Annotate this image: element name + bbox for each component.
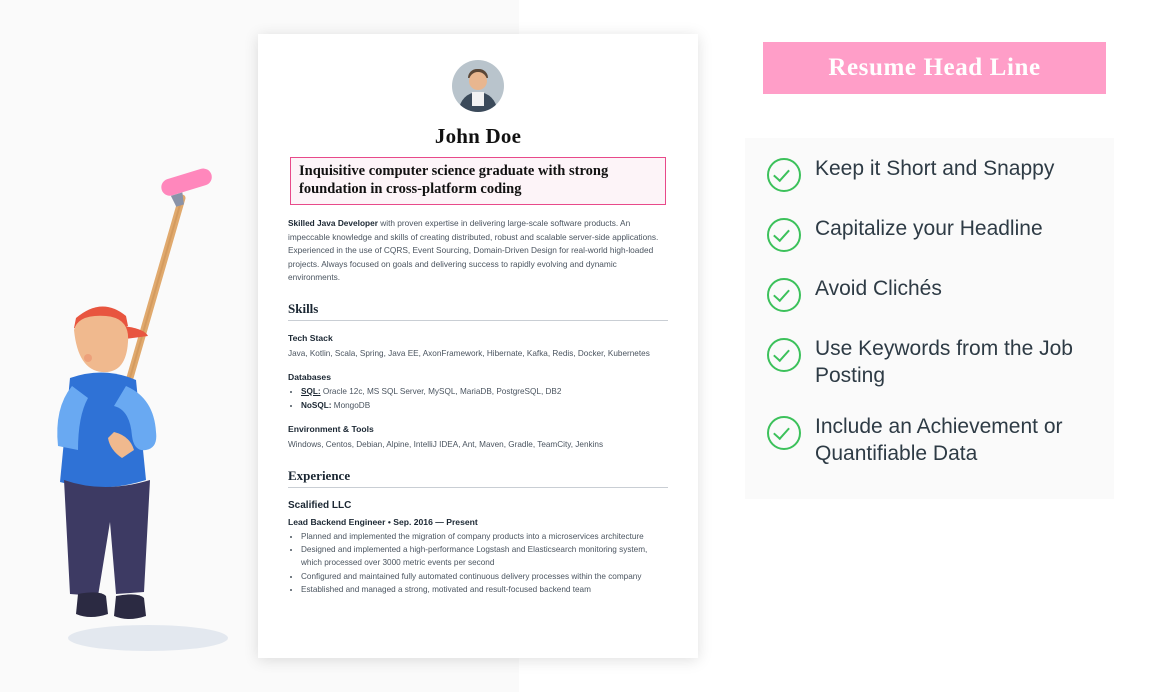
- tech-stack-value: Java, Kotlin, Scala, Spring, Java EE, AxonFramework, Hibernate, Kafka, Redis, Docker, Kubernetes: [288, 348, 650, 358]
- experience-role: Lead Backend Engineer • Sep. 2016 — Present: [288, 516, 478, 527]
- tip-item: [745, 276, 1114, 312]
- check-circle-icon: [767, 416, 801, 450]
- check-circle-icon: [767, 338, 801, 372]
- database-nosql-label: NoSQL:: [301, 400, 332, 410]
- tips-panel: [745, 138, 1114, 499]
- database-nosql-value: MongoDB: [331, 400, 371, 410]
- tip-label: Capitalize your Headline: [815, 217, 1043, 240]
- avatar: [452, 60, 504, 112]
- summary-lead: Skilled Java Developer: [288, 218, 378, 229]
- resume-summary: [288, 217, 668, 284]
- list-item: • Configured and maintained fully automated continuous delivery processes within the company: [301, 571, 668, 584]
- tip-label: Use Keywords from the Job Posting: [815, 337, 1073, 387]
- check-circle-icon: [767, 278, 801, 312]
- section-title-skills: Skills: [288, 301, 668, 321]
- candidate-name: John Doe: [434, 124, 522, 148]
- check-circle-icon: [767, 158, 801, 192]
- tech-stack-label: Tech Stack: [288, 332, 333, 343]
- databases-list: [288, 386, 668, 412]
- list-item: [301, 386, 668, 399]
- tip-label: Include an Achievement or Quantifiable Data: [815, 414, 1063, 465]
- tip-item: [745, 336, 1114, 390]
- environment-tools-label: Environment & Tools: [288, 424, 374, 435]
- summary-body: with proven expertise in delivering large-scale software products. An impeccable knowledge and skills of creating distributed, robust and scalable server-side applications. Experienced in the use of CQRS, Event Sourcing, Domain-Driven Design for real-world high-loaded projects. Always focused on goals and delivering success to rapidly evolving and dynamic environments.: [288, 218, 659, 283]
- section-title-experience: Experience: [288, 468, 668, 488]
- list-item: • Designed and implemented a high-performance Logstash and Elasticsearch monitoring system, which processed over 3000 metric events per second: [301, 544, 668, 569]
- databases-label: Databases: [288, 371, 331, 382]
- environment-tools-value: Windows, Centos, Debian, Alpine, IntelliJ IDEA, Ant, Maven, Gradle, TeamCity, Jenkins: [288, 440, 604, 450]
- tip-item: [745, 156, 1114, 192]
- database-sql-value: Oracle 12c, MS SQL Server, MySQL, MariaDB, PostgreSQL, DB2: [320, 386, 562, 396]
- list-item: [301, 400, 668, 413]
- headline-banner-title: Resume Head Line: [828, 54, 1041, 81]
- resume-document: [258, 34, 698, 658]
- experience-company: Scalified LLC: [288, 499, 352, 511]
- tip-item: [745, 216, 1114, 252]
- headline-banner: [763, 42, 1106, 94]
- painter-illustration: [30, 150, 280, 670]
- tip-label: Keep it Short and Snappy: [815, 157, 1055, 180]
- experience-bullets: [288, 531, 668, 598]
- database-sql-label: SQL:: [301, 386, 321, 396]
- resume-headline-highlight: Inquisitive computer science graduate with strong foundation in cross-platform coding: [290, 157, 666, 205]
- list-item: • Planned and implemented the migration of company products into a microservices architecture: [301, 531, 668, 544]
- check-circle-icon: [767, 218, 801, 252]
- list-item: • Established and managed a strong, motivated and result-focused backend team: [301, 584, 668, 597]
- tip-item: [745, 414, 1114, 468]
- tip-label: Avoid Clichés: [815, 277, 942, 300]
